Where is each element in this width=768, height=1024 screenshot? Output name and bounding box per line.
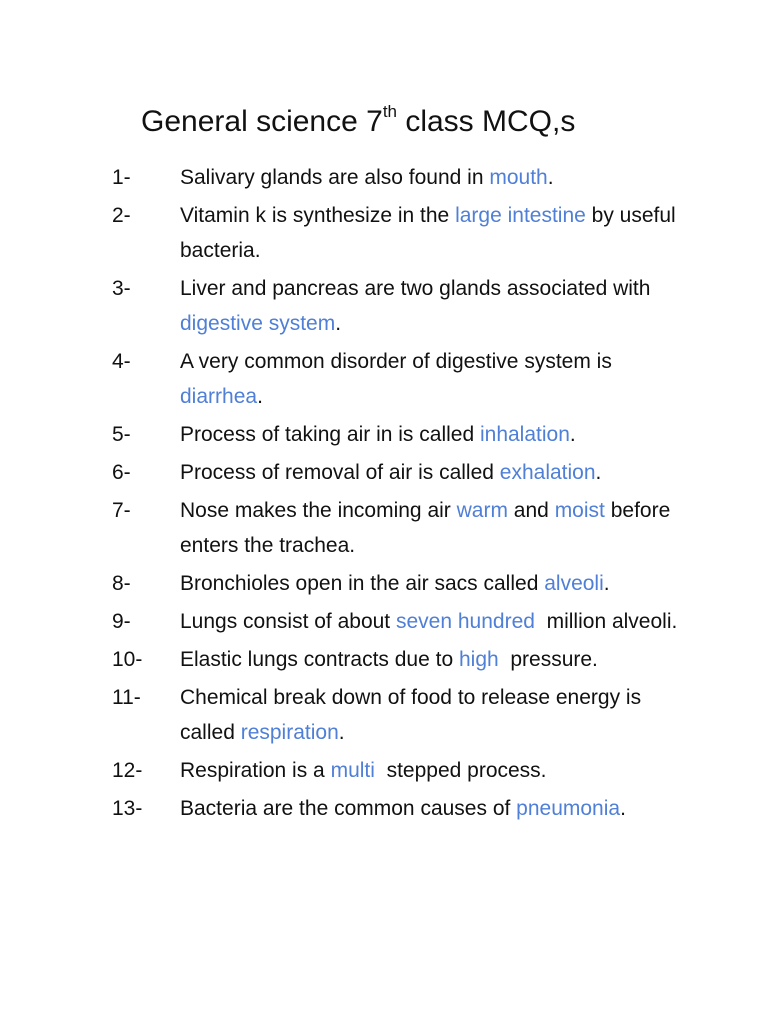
item-text bbox=[180, 642, 680, 677]
list-item bbox=[0, 493, 768, 563]
question-text: . bbox=[595, 461, 602, 484]
question-text: . bbox=[620, 797, 626, 820]
question-text: Nose makes the incoming air bbox=[180, 499, 457, 522]
answer-highlight: multi bbox=[330, 759, 375, 782]
item-number: 6- bbox=[112, 461, 131, 484]
mcq-list bbox=[0, 160, 768, 829]
answer-highlight: warm bbox=[456, 499, 508, 522]
question-text: million alveoli. bbox=[534, 610, 678, 633]
answer-highlight: moist bbox=[554, 499, 605, 522]
item-number: 9- bbox=[112, 610, 131, 633]
question-text: Bacteria are the common causes of bbox=[180, 797, 517, 820]
list-item bbox=[0, 566, 768, 601]
item-text bbox=[180, 604, 680, 639]
list-item bbox=[0, 344, 768, 414]
item-text bbox=[180, 493, 680, 563]
answer-highlight: large intestine bbox=[455, 204, 586, 227]
item-number: 12- bbox=[112, 759, 143, 782]
question-text: A very common disorder of digestive system is bbox=[180, 350, 618, 373]
question-text: Process of removal of air is called bbox=[180, 461, 500, 484]
list-item bbox=[0, 680, 768, 750]
item-text bbox=[180, 271, 680, 341]
list-item bbox=[0, 753, 768, 788]
item-number: 8- bbox=[112, 572, 131, 595]
title-superscript: th bbox=[382, 102, 397, 121]
question-text: Elastic lungs contracts due to bbox=[180, 648, 459, 671]
item-number: 1- bbox=[112, 166, 131, 189]
list-item bbox=[0, 160, 768, 195]
item-text bbox=[180, 566, 680, 601]
item-number: 11- bbox=[112, 686, 141, 709]
answer-highlight: digestive system bbox=[180, 312, 336, 335]
question-text: Vitamin k is synthesize in the bbox=[180, 204, 456, 227]
answer-highlight: respiration bbox=[240, 721, 339, 744]
question-text: . bbox=[569, 423, 576, 446]
item-number: 13- bbox=[112, 797, 143, 820]
item-number: 5- bbox=[112, 423, 131, 446]
title-main: General science 7 bbox=[141, 105, 383, 138]
list-item bbox=[0, 271, 768, 341]
question-text: . bbox=[603, 572, 610, 595]
answer-highlight: high bbox=[458, 648, 499, 671]
item-number: 3- bbox=[112, 277, 131, 300]
list-item bbox=[0, 791, 768, 826]
list-item bbox=[0, 198, 768, 268]
answer-highlight: alveoli bbox=[544, 572, 604, 595]
page-title bbox=[141, 100, 575, 144]
item-text bbox=[180, 344, 680, 414]
question-text: Respiration is a bbox=[180, 759, 331, 782]
question-text: stepped process. bbox=[374, 759, 547, 782]
item-text bbox=[180, 455, 680, 490]
question-text: Chemical break down of food to release energy is called bbox=[180, 686, 647, 744]
answer-highlight: pneumonia bbox=[516, 797, 621, 820]
item-text bbox=[180, 791, 680, 826]
question-text: . bbox=[338, 721, 345, 744]
list-item bbox=[0, 417, 768, 452]
item-text bbox=[180, 160, 680, 195]
item-text bbox=[180, 680, 680, 750]
item-number: 7- bbox=[112, 499, 131, 522]
question-text: and bbox=[507, 499, 555, 522]
question-text: Bronchioles open in the air sacs called bbox=[180, 572, 545, 595]
item-text bbox=[180, 417, 680, 452]
question-text: Liver and pancreas are two glands associated with bbox=[180, 277, 657, 300]
question-text: . bbox=[257, 385, 263, 408]
list-item bbox=[0, 604, 768, 639]
title-rest: class MCQ,s bbox=[397, 105, 576, 138]
answer-highlight: seven hundred bbox=[395, 610, 535, 633]
question-text: by useful bacteria. bbox=[180, 204, 682, 262]
question-text: . bbox=[335, 312, 342, 335]
list-item bbox=[0, 455, 768, 490]
answer-highlight: inhalation bbox=[479, 423, 570, 446]
item-number: 2- bbox=[112, 204, 131, 227]
question-text: Lungs consist of about bbox=[180, 610, 396, 633]
item-text bbox=[180, 753, 680, 788]
answer-highlight: mouth bbox=[489, 166, 548, 189]
item-number: 4- bbox=[112, 350, 131, 373]
question-text: . bbox=[547, 166, 554, 189]
question-text: Salivary glands are also found in bbox=[180, 166, 490, 189]
item-text bbox=[180, 198, 680, 268]
question-text: pressure. bbox=[498, 648, 598, 671]
answer-highlight: diarrhea bbox=[180, 385, 258, 408]
question-text: before enters the trachea. bbox=[180, 499, 677, 557]
item-number: 10- bbox=[112, 648, 143, 671]
question-text: Process of taking air in is called bbox=[180, 423, 480, 446]
list-item bbox=[0, 642, 768, 677]
answer-highlight: exhalation bbox=[499, 461, 596, 484]
